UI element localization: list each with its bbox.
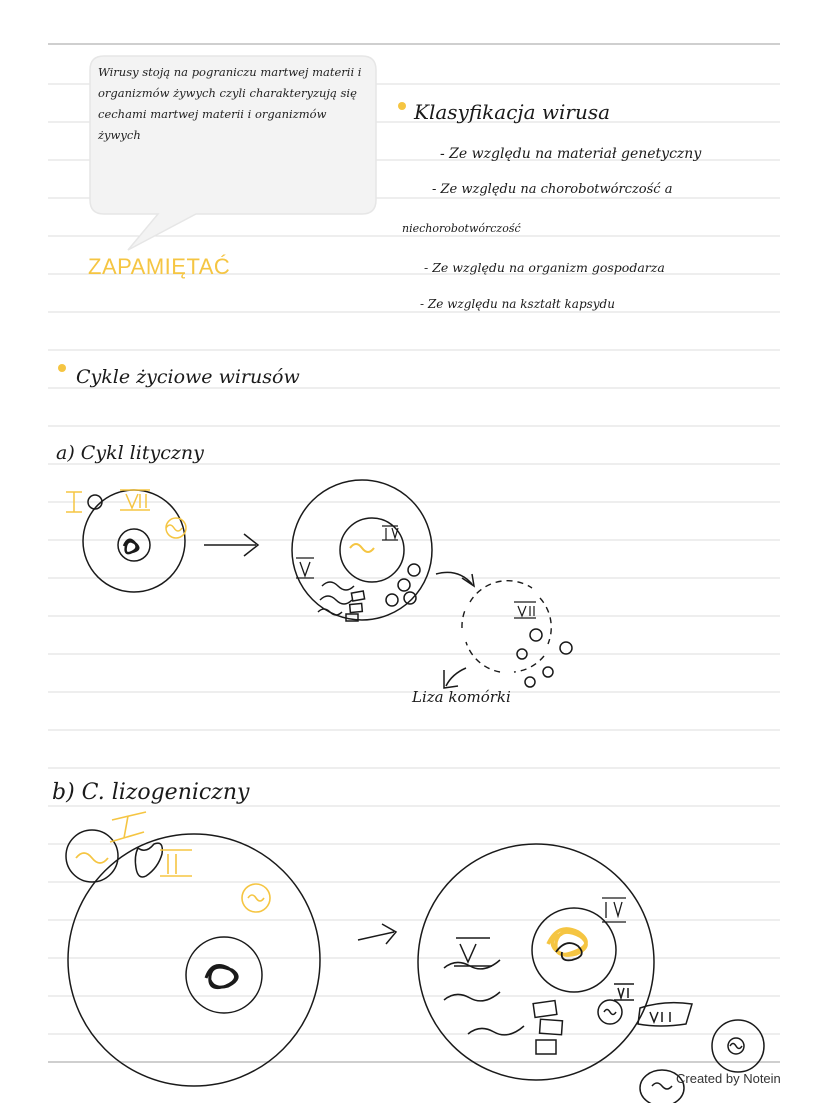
callout-text: Wirusy stoją na pograniczu martwej materii i organizmów żywych czyli charakteryzują się cechami martwej materii i organizmów żywych <box>98 65 362 142</box>
lysogenic-nucleus-1 <box>186 937 262 1013</box>
arrow-4 <box>358 924 396 944</box>
classification-item-3: niechorobotwórczość <box>402 222 521 235</box>
created-by-notein: Created by Notein <box>676 1071 781 1086</box>
virus-attach-2 <box>66 830 118 882</box>
classification-item-5: - Ze względu na kształt kapsydu <box>420 297 615 311</box>
classification-item-1: - Ze względu na materiał genetyczny <box>440 146 702 162</box>
classification-item-4: - Ze względu na organizm gospodarza <box>424 260 665 275</box>
lysogenic-label: b) C. lizogeniczny <box>52 780 250 805</box>
lifecycle-heading: Cykle życiowe wirusów <box>76 366 300 388</box>
dna-mixed <box>548 929 586 955</box>
lytic-label: a) Cykl lityczny <box>56 442 204 464</box>
dna-scribble-2 <box>206 966 237 988</box>
classification-title: Klasyfikacja wirusa <box>414 100 611 124</box>
lysis-label: Liza komórki <box>412 688 511 706</box>
remember-label: ZAPAMIĘTAĆ <box>88 254 231 279</box>
classification-item-2: - Ze względu na chorobotwórczość a <box>432 182 673 197</box>
lysogenic-cell-1 <box>68 834 320 1086</box>
lysogenic-nucleus-2 <box>532 908 616 992</box>
